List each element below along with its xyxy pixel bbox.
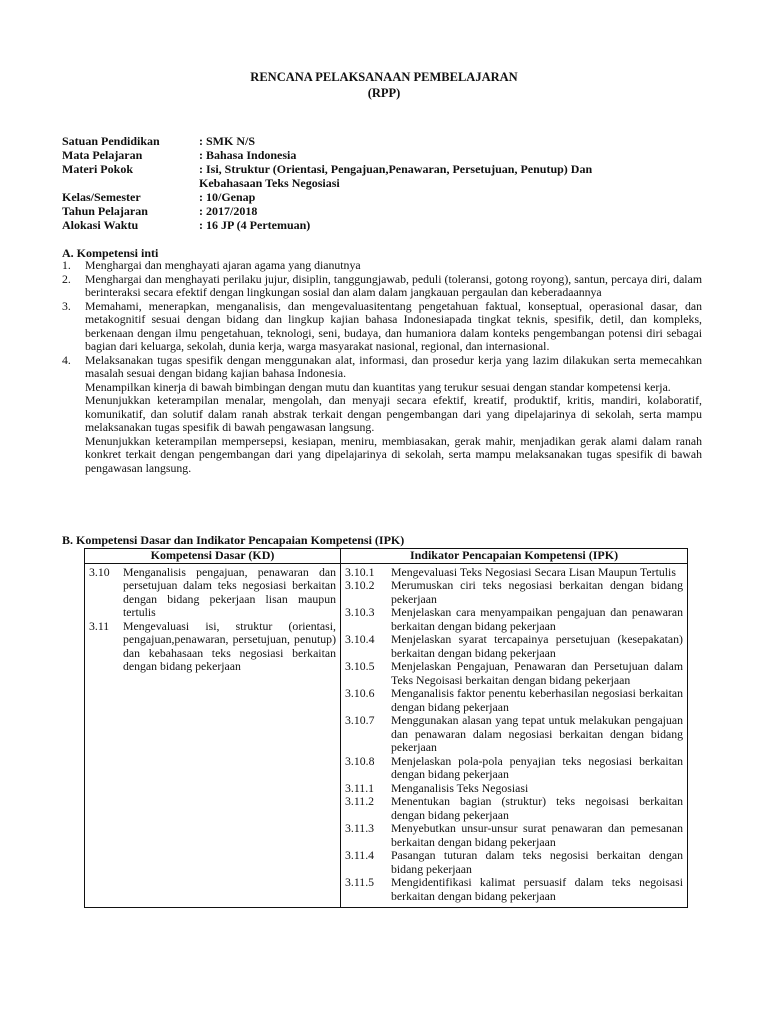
- ipk-code: 3.10.3: [345, 605, 375, 619]
- ipk-text: Menggunakan alasan yang tepat untuk melakukan pengajuan dan penawaran dalam negosiasi berkaitan dengan bidang pekerjaan: [391, 713, 683, 754]
- ipk-code: 3.10.6: [345, 686, 375, 700]
- ipk-text: Menjelaskan cara menyampaikan pengajuan dan penawaran berkaitan dengan bidang pekerjaan: [391, 605, 683, 633]
- core-competency-list: [62, 259, 702, 475]
- identity-row: [62, 176, 702, 190]
- ipk-text: Pasangan tuturan dalam teks negosisi berkaitan dengan bidang pekerjaan: [391, 848, 683, 876]
- list-item: [62, 273, 702, 300]
- list-item: [62, 259, 702, 273]
- ipk-item: [345, 822, 683, 849]
- ipk-text: Menganalisis faktor penentu keberhasilan negosiasi berkaitan dengan bidang pekerjaan: [391, 686, 683, 714]
- kd-code: 3.10: [89, 564, 110, 579]
- list-continuation: Menunjukkan keterampilan mempersepsi, kesiapan, meniru, membiasakan, gerak mahir, menjadikan gerak alami dalam ranah konkret terkait dengan pengembangan dari yang dipelajarinya di sekolah, serta mampu melaksanakan tugas spesifik di bawah pengawasan langsung.: [85, 433, 702, 475]
- ipk-item: [345, 633, 683, 660]
- ipk-item: [345, 579, 683, 606]
- ipk-text: Merumuskan ciri teks negosiasi berkaitan dengan bidang pekerjaan: [391, 578, 683, 606]
- table-row: [85, 563, 688, 908]
- kd-item: [89, 566, 336, 620]
- list-text: Menghargai dan menghayati ajaran agama yang dianutnya: [85, 258, 361, 272]
- list-number: 4.: [62, 352, 71, 367]
- ipk-text: Menganalisis Teks Negosiasi: [391, 780, 529, 795]
- ipk-code: 3.10.8: [345, 753, 375, 768]
- ipk-item: [345, 795, 683, 822]
- ipk-code: 3.11.2: [345, 794, 375, 808]
- ipk-item: [345, 606, 683, 633]
- identity-value: : Isi, Struktur (Orientasi, Pengajuan,Penawaran, Persetujuan, Penutup) Dan: [199, 162, 593, 176]
- identity-value: : 2017/2018: [199, 204, 258, 218]
- ipk-code: 3.10.4: [345, 632, 375, 646]
- ipk-item: [345, 660, 683, 687]
- ipk-code: 3.11.1: [345, 780, 375, 795]
- list-item: [62, 354, 702, 381]
- kd-item: [89, 620, 336, 674]
- list-item: [62, 300, 702, 354]
- identity-label: Satuan Pendidikan: [62, 134, 160, 148]
- ipk-text: Menjelaskan Pengajuan, Penawaran dan Persetujuan dalam Teks Negoisasi berkaitan dengan bidang pekerjaan: [391, 659, 683, 687]
- ipk-item: [345, 755, 683, 782]
- identity-label: Mata Pelajaran: [62, 148, 143, 162]
- ipk-code: 3.10.7: [345, 713, 375, 727]
- list-text: Melaksanakan tugas spesifik dengan menggunakan alat, informasi, dan prosedur kerja yang lazim dilakukan serta memecahkan masalah sesuai dengan bidang kajian bahasa Indonesia.: [85, 352, 702, 380]
- list-number: 1.: [62, 258, 71, 272]
- ipk-code: 3.10.5: [345, 659, 375, 673]
- identity-value: : 16 JP (4 Pertemuan): [199, 218, 311, 232]
- identity-value: : 10/Genap: [199, 190, 256, 204]
- ipk-text: Menjelaskan syarat tercapainya persetujuan (kesepakatan) berkaitan dengan bidang pekerjaan: [391, 632, 683, 660]
- ipk-text: Mengidentifikasi kalimat persuasif dalam teks negoisasi berkaitan dengan bidang pekerjaan: [391, 875, 683, 903]
- identity-value: : SMK N/S: [199, 134, 256, 148]
- ipk-item: [345, 566, 683, 580]
- competency-table: [84, 548, 688, 908]
- list-continuation: Menampilkan kinerja di bawah bimbingan dengan mutu dan kuantitas yang terukur sesuai dengan standar kompetensi kerja.: [85, 379, 671, 394]
- column-header-ipk: Indikator Pencapaian Kompetensi (IPK): [341, 549, 688, 564]
- identity-row: [62, 134, 702, 148]
- list-number: 3.: [62, 298, 71, 313]
- document-title: RENCANA PELAKSANAAN PEMBELAJARAN: [250, 70, 518, 84]
- identity-label: Tahun Pelajaran: [62, 204, 148, 218]
- list-text: Menghargai dan menghayati perilaku jujur, disiplin, tanggungjawab, peduli (toleransi, gotong royong), santun, percaya diri, dalam berinteraksi secara efektif dengan lingkungan sosial dan alam dalam jangkauan pergaulan dan keberadaannya: [85, 271, 702, 299]
- ipk-item: [345, 714, 683, 755]
- identity-row: [62, 148, 702, 162]
- identity-row: [62, 190, 702, 204]
- ipk-text: Mengevaluasi Teks Negosiasi Secara Lisan Maupun Tertulis: [391, 564, 676, 579]
- kd-text: Mengevaluasi isi, struktur (orientasi, pengajuan,penawaran, persetujuan, penutup) dan kebahasaan teks negosiasi berkaitan dengan bidang pekerjaan: [123, 618, 336, 673]
- ipk-code: 3.10.2: [345, 578, 375, 592]
- ipk-code: 3.10.1: [345, 564, 375, 579]
- identity-value: : Bahasa Indonesia: [199, 148, 297, 162]
- ipk-text: Menyebutkan unsur-unsur surat penawaran dan pemesanan berkaitan dengan bidang pekerjaan: [391, 821, 683, 849]
- ipk-code: 3.11.4: [345, 848, 375, 862]
- ipk-code: 3.11.3: [345, 821, 375, 835]
- section-a-heading: A. Kompetensi inti: [62, 246, 159, 260]
- ipk-code: 3.11.5: [345, 875, 375, 889]
- table-header-row: [85, 549, 688, 564]
- ipk-item: [345, 782, 683, 796]
- identity-block: [62, 134, 702, 232]
- list-text: Memahami, menerapkan, menganalisis, dan mengevaluasitentang pengetahuan faktual, konseptual, operasional dasar, dan metakognitif sesuai dengan bidang dan lingkup kajian bahasa Indonesiapada tingkat teknis, spesifik, detil, dan kompleks, berkenaan dengan ilmu pengetahuan, teknologi, seni, budaya, dan humaniora dalam konteks pengembangan potensi diri sebagai bagian dari keluarga, sekolah, dunia kerja, warga masyarakat nasional, regional, dan internasional.: [85, 298, 702, 353]
- ipk-text: Menentukan bagian (struktur) teks negoisasi berkaitan dengan bidang pekerjaan: [391, 794, 683, 822]
- identity-label: Materi Pokok: [62, 162, 133, 176]
- identity-label: Alokasi Waktu: [62, 218, 139, 232]
- kd-text: Menganalisis pengajuan, penawaran dan persetujuan dalam teks negosiasi berkaitan dengan bidang pekerjaan lisan maupun tertulis: [123, 564, 336, 619]
- ipk-item: [345, 876, 683, 903]
- ipk-text: Menjelaskan pola-pola penyajian teks negosiasi berkaitan dengan bidang pekerjaan: [391, 753, 683, 781]
- identity-label: Kelas/Semester: [62, 190, 141, 204]
- identity-label: [62, 176, 199, 190]
- ipk-item: [345, 849, 683, 876]
- ipk-item: [345, 687, 683, 714]
- document-subtitle: (RPP): [367, 86, 401, 100]
- kd-cell: [85, 563, 341, 908]
- list-number: 2.: [62, 271, 71, 286]
- identity-row: [62, 218, 702, 232]
- kd-code: 3.11: [89, 618, 110, 633]
- section-b-heading: B. Kompetensi Dasar dan Indikator Pencapaian Kompetensi (IPK): [62, 533, 405, 547]
- identity-value: Kebahasaan Teks Negosiasi: [199, 176, 340, 190]
- list-continuation: Menunjukkan keterampilan menalar, mengolah, dan menyaji secara efektif, kreatif, produktif, kritis, mandiri, kolaboratif, komunikatif, dan solutif dalam ranah abstrak terkait dengan pengembangan dari yang dipelajarinya di sekolah, serta mampu melaksanakan tugas spesifik di bawah pengawasan langsung.: [85, 393, 702, 434]
- identity-row: [62, 162, 702, 176]
- ipk-cell: [341, 563, 688, 908]
- identity-row: [62, 204, 702, 218]
- column-header-kd: Kompetensi Dasar (KD): [85, 549, 341, 564]
